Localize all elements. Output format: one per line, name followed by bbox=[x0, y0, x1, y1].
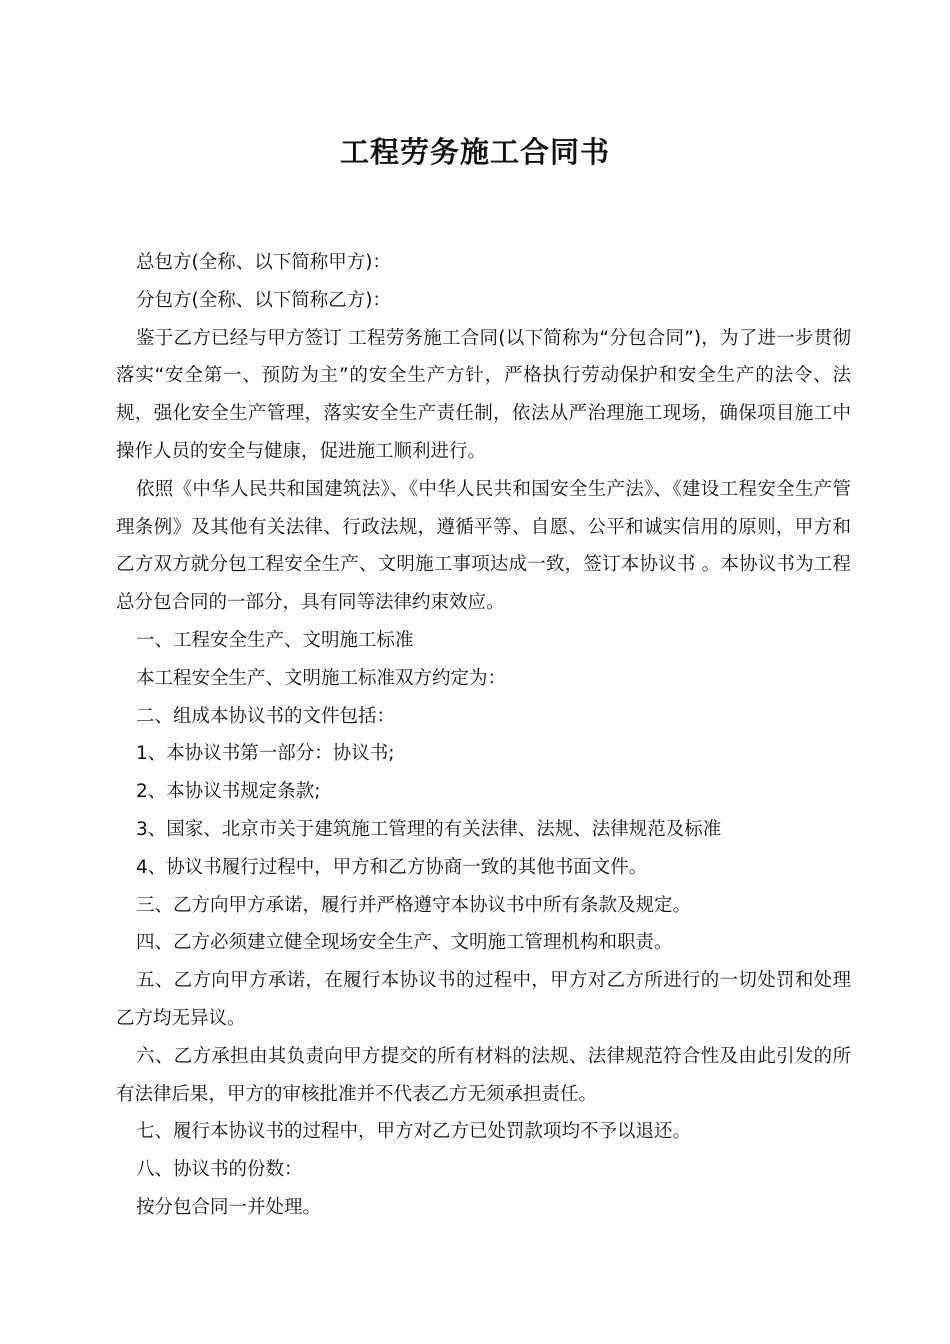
list-item: 2、本协议书规定条款; bbox=[136, 781, 321, 803]
section-7-text: 七、履行本协议书的过程中，甲方对乙方已处罚款项均不予以退还。 bbox=[136, 1121, 692, 1143]
preamble-paragraph: 鉴于乙方已经与甲方签订 工程劳务施工合同(以下简称为“分包合同”)，为了进一步贯彻落实“安全第一、预防为主”的安全生产方针，严格执行劳动保护和安全生产的法令、法规，强化安全生产管理，落实安全生产责任制，依法从严治理施工现场，确保项目施工中操作人员的安全与健康，促进施工顺利进行。 bbox=[116, 327, 851, 462]
section-8-text: 按分包合同一并处理。 bbox=[136, 1196, 322, 1218]
section-2-heading: 二、组成本协议书的文件包括： bbox=[136, 705, 396, 727]
section-8-heading: 八、协议书的份数： bbox=[136, 1159, 303, 1181]
section-1-text: 本工程安全生产、文明施工标准双方约定为： bbox=[136, 667, 507, 689]
party-a-line: 总包方(全称、以下简称甲方)： bbox=[136, 252, 391, 273]
section-1-heading: 一、工程安全生产、文明施工标准 bbox=[136, 629, 414, 651]
section-6-text: 六、乙方承担由其负责向甲方提交的所有材料的法规、法律规范符合性及由此引发的所有法律后果，甲方的审核批准并不代表乙方无须承担责任。 bbox=[116, 1045, 851, 1105]
document-title: 工程劳务施工合同书 bbox=[339, 135, 610, 169]
section-5-text: 五、乙方向甲方承诺，在履行本协议书的过程中，甲方对乙方所进行的一切处罚和处理乙方均无异议。 bbox=[116, 970, 851, 1029]
document-body bbox=[116, 244, 851, 1227]
party-b-line: 分包方(全称、以下简称乙方)： bbox=[136, 289, 391, 311]
legal-basis-paragraph: 依照《中华人民共和国建筑法》、《中华人民共和国安全生产法》、《建设工程安全生产管理条例》及其他有关法律、行政法规，遵循平等、自愿、公平和诚实信用的原则，甲方和乙方双方就分包工程安全生产、文明施工事项达成一致，签订本协议书 。本协议书为工程总分包合同的一部分，具有同等法律约束效应。 bbox=[116, 478, 851, 614]
list-item: 1、本协议书第一部分：协议书; bbox=[136, 743, 395, 765]
list-item: 3、国家、北京市关于建筑施工管理的有关法律、法规、法律规范及标准 bbox=[136, 818, 722, 840]
section-4-text: 四、乙方必须建立健全现场安全生产、文明施工管理机构和职责。 bbox=[136, 932, 673, 954]
list-item: 4、协议书履行过程中，甲方和乙方协商一致的其他书面文件。 bbox=[136, 856, 648, 878]
section-3-text: 三、乙方向甲方承诺，履行并严格遵守本协议书中所有条款及规定。 bbox=[136, 894, 692, 916]
